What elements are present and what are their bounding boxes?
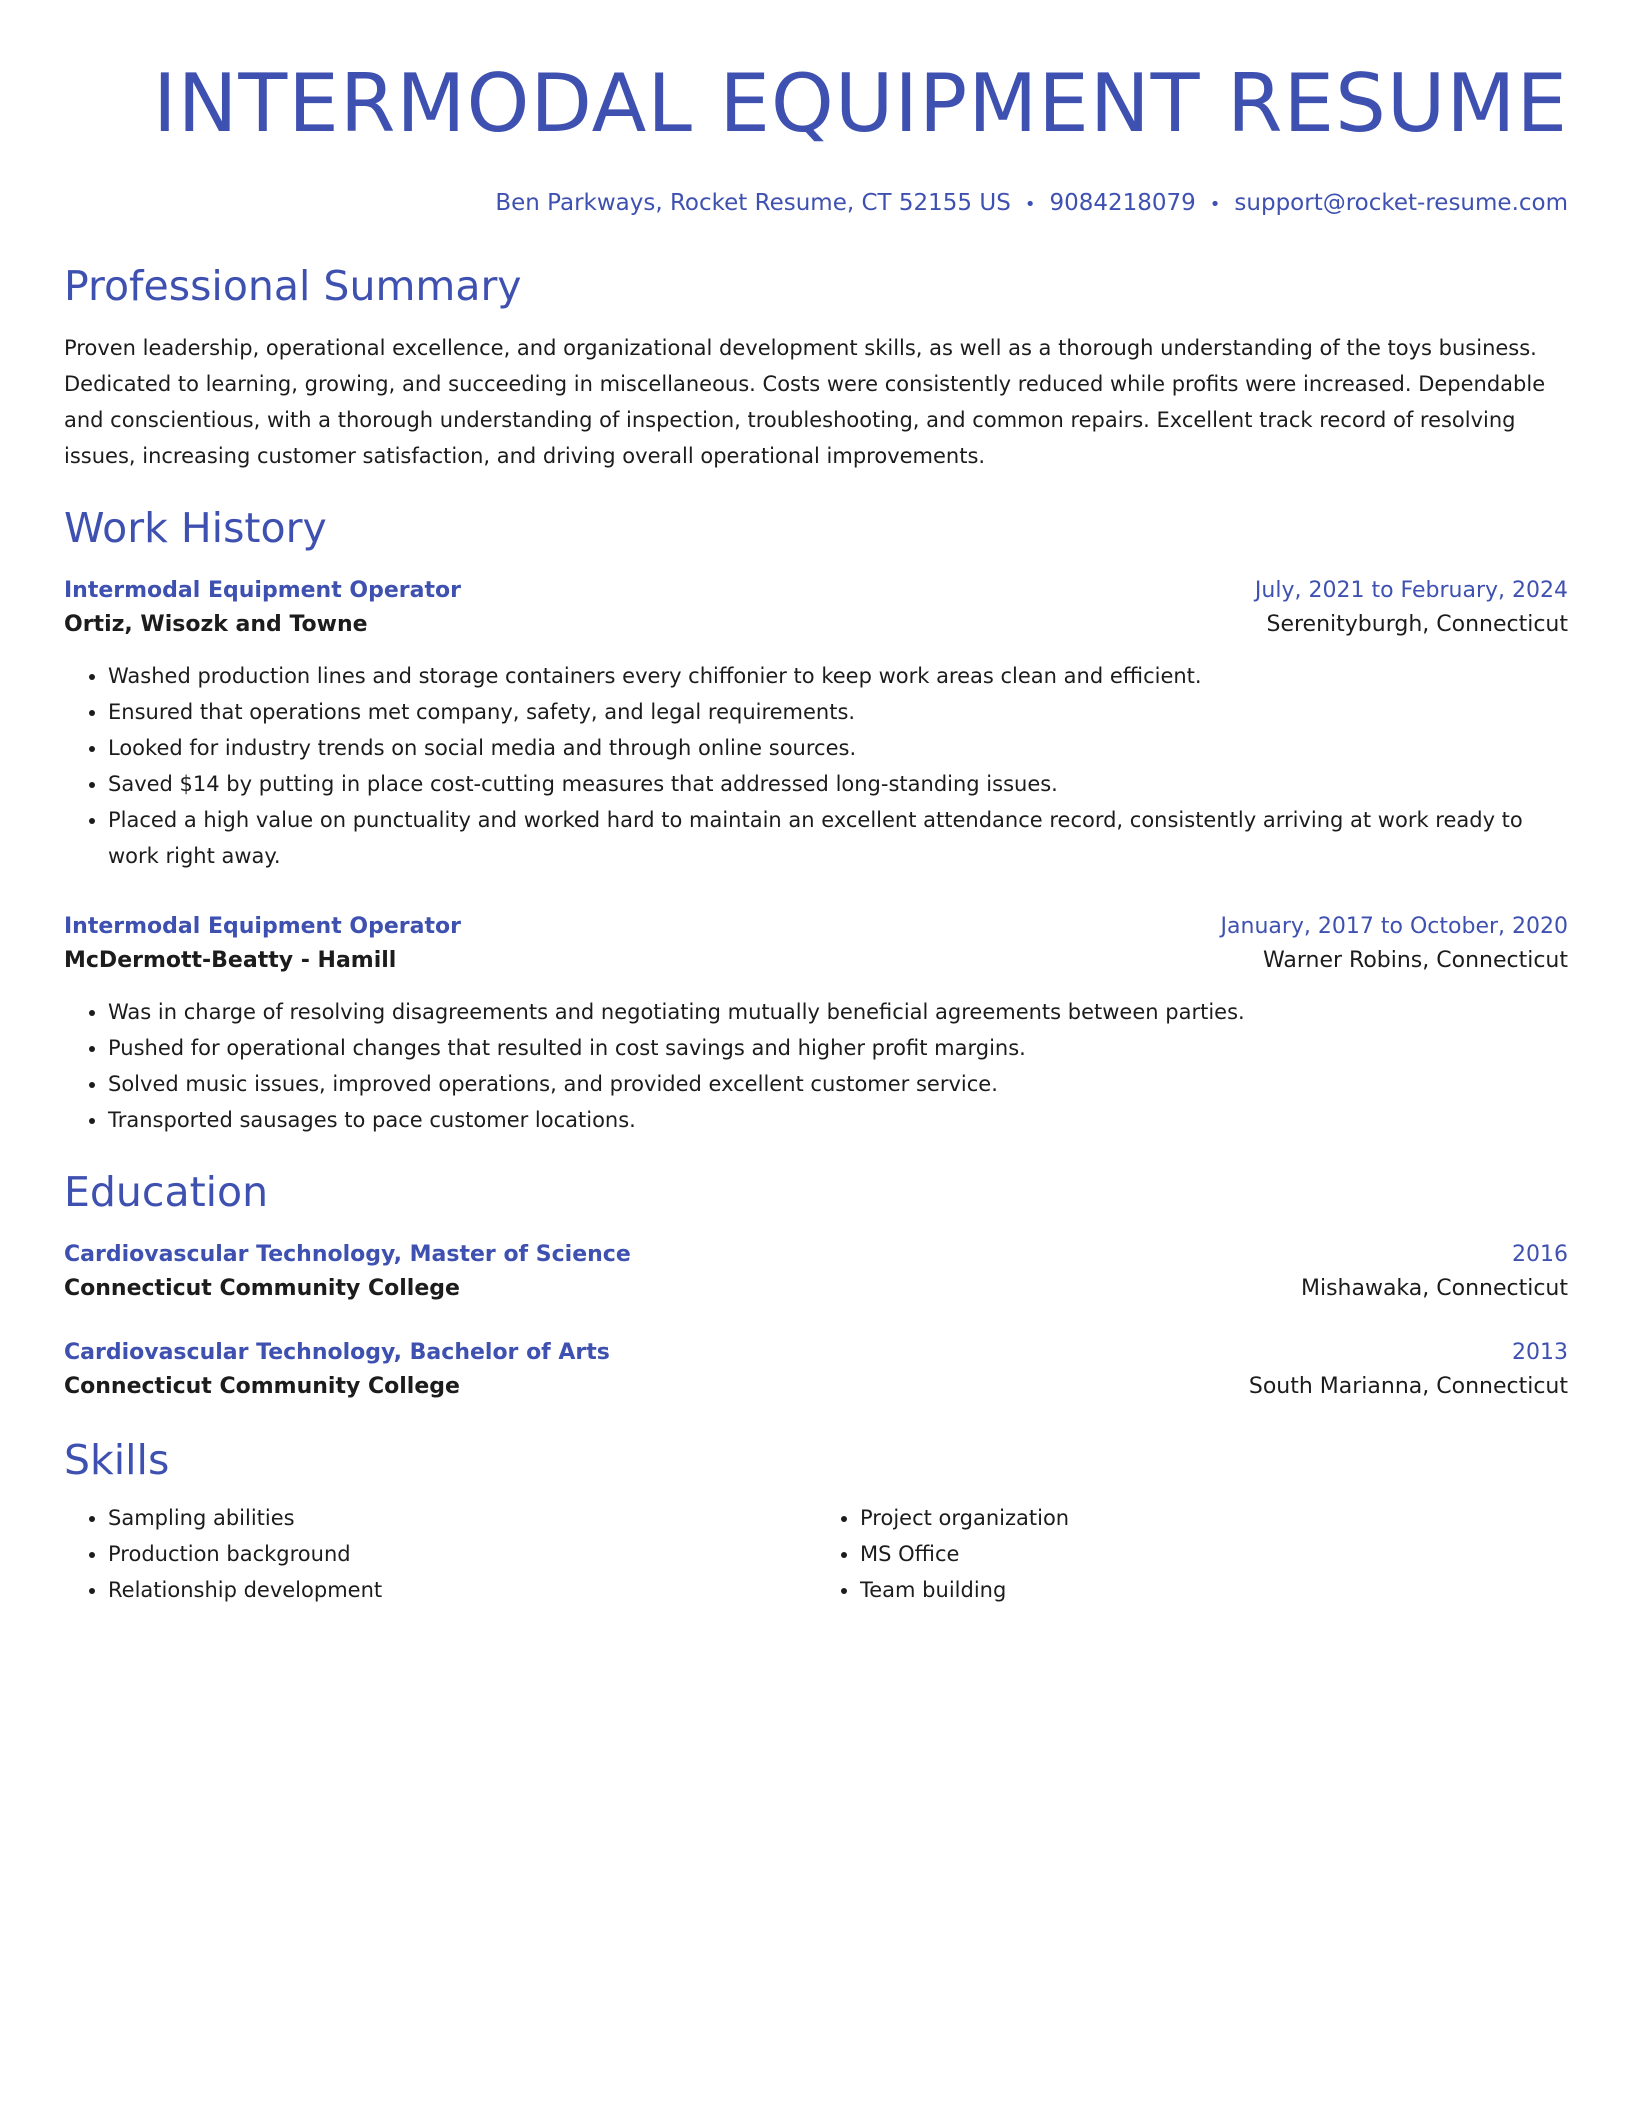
job-company: McDermott-Beatty - Hamill [64, 948, 397, 973]
job-bullet: • Transported sausages to pace customer locations. [108, 1102, 1568, 1138]
job-location: Serenityburgh, Connecticut [1266, 612, 1568, 637]
skills-columns [64, 1500, 1568, 1608]
job-entry [64, 576, 1568, 874]
education-location: Mishawaka, Connecticut [1300, 1276, 1568, 1301]
job-bullet: • Solved music issues, improved operations, and provided excellent customer service. [108, 1066, 1568, 1102]
education-school-row [64, 1368, 1568, 1406]
contact-email: support@rocket-resume.com [1234, 190, 1568, 216]
contact-separator: • [1024, 194, 1036, 215]
job-bullets [64, 658, 1568, 874]
job-title-row [64, 912, 1568, 942]
job-bullets [64, 994, 1568, 1138]
skill-item: • Team building [860, 1572, 1568, 1608]
resume-header [64, 56, 1568, 220]
education-location: South Marianna, Connecticut [1248, 1374, 1568, 1399]
section-heading-summary: Professional Summary [64, 262, 522, 310]
job-bullet: • Pushed for operational changes that resulted in cost savings and higher profit margins. [108, 1030, 1568, 1066]
skill-item: • Relationship development [108, 1572, 816, 1608]
job-title-row [64, 576, 1568, 606]
job-dates: January, 2017 to October, 2020 [1220, 914, 1568, 939]
resume-title: INTERMODAL EQUIPMENT RESUME [152, 57, 1568, 150]
job-company: Ortiz, Wisozk and Towne [64, 612, 368, 637]
skill-item: • MS Office [860, 1536, 1568, 1572]
skills-section [64, 1434, 1568, 1608]
education-school: Connecticut Community College [64, 1374, 460, 1399]
job-bullet: • Saved $14 by putting in place cost-cutting measures that addressed long-standing issues. [108, 766, 1568, 802]
education-degree-row [64, 1338, 1568, 1368]
education-entry [64, 1240, 1568, 1308]
job-location: Warner Robins, Connecticut [1263, 948, 1568, 973]
education-section [64, 1166, 1568, 1406]
job-title: Intermodal Equipment Operator [64, 914, 461, 939]
job-company-row [64, 606, 1568, 644]
skills-list-left [64, 1500, 816, 1608]
job-bullet: • Placed a high value on punctuality and worked hard to maintain an excellent attendance record, consistently arriving at work ready to work right away. [108, 802, 1568, 874]
education-degree: Cardiovascular Technology, Bachelor of Arts [64, 1340, 610, 1365]
education-year: 2016 [1512, 1242, 1568, 1267]
work-history-section [64, 502, 1568, 1138]
education-year: 2013 [1512, 1340, 1568, 1365]
job-bullet: • Washed production lines and storage containers every chiffonier to keep work areas clean and efficient. [108, 658, 1568, 694]
job-entry [64, 912, 1568, 1138]
education-school: Connecticut Community College [64, 1276, 460, 1301]
skill-item: • Production background [108, 1536, 816, 1572]
job-bullet: • Was in charge of resolving disagreements and negotiating mutually beneficial agreements between parties. [108, 994, 1568, 1030]
job-company-row [64, 942, 1568, 980]
contact-address: Ben Parkways, Rocket Resume, CT 52155 US [495, 190, 1011, 216]
education-degree: Cardiovascular Technology, Master of Science [64, 1242, 631, 1267]
skill-item: • Project organization [860, 1500, 1568, 1536]
section-heading-skills: Skills [64, 1436, 170, 1484]
skills-list-right [816, 1500, 1568, 1608]
education-school-row [64, 1270, 1568, 1308]
skill-item: • Sampling abilities [108, 1500, 816, 1536]
section-heading-work-history: Work History [64, 504, 327, 552]
contact-line [64, 188, 1568, 220]
section-heading-education: Education [64, 1168, 269, 1216]
contact-separator: • [1209, 194, 1221, 215]
education-entry [64, 1338, 1568, 1406]
job-bullet: • Ensured that operations met company, safety, and legal requirements. [108, 694, 1568, 730]
contact-phone: 9084218079 [1049, 190, 1196, 216]
education-degree-row [64, 1240, 1568, 1270]
job-title: Intermodal Equipment Operator [64, 578, 461, 603]
job-dates: July, 2021 to February, 2024 [1254, 578, 1568, 603]
job-bullet: • Looked for industry trends on social media and through online sources. [108, 730, 1568, 766]
summary-text: Proven leadership, operational excellence, and organizational development skills, as well as a thorough understanding of the toys business. Dedicated to learning, growing, and succeeding in miscellaneous. Costs were consistently reduced while profits were increased. Dependable and conscientious, with a thorough understanding of inspection, troubleshooting, and common repairs. Excellent track record of resolving issues, increasing customer satisfaction, and driving overall operational improvements. [64, 336, 1546, 468]
professional-summary-section [64, 260, 1568, 474]
